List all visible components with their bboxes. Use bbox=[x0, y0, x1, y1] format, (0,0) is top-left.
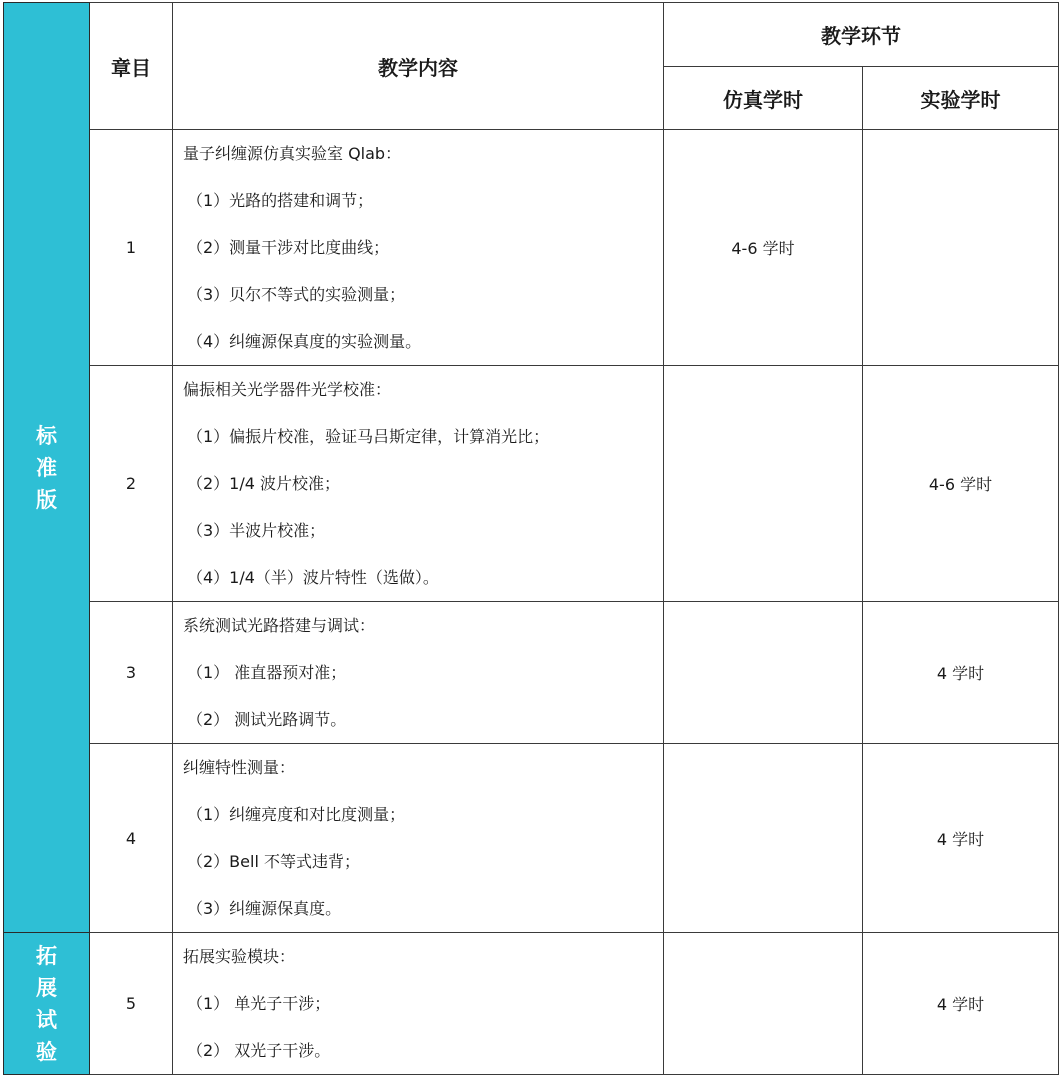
lab-hours-cell: 4 学时 bbox=[863, 602, 1059, 744]
table-row bbox=[4, 130, 1059, 366]
content-title: 量子纠缠源仿真实验室 Qlab： bbox=[183, 144, 402, 163]
content-title: 拓展实验模块： bbox=[183, 947, 296, 966]
sim-hours-cell bbox=[664, 602, 863, 744]
category-standard-char: 版 bbox=[36, 487, 57, 512]
content-cell bbox=[173, 366, 664, 602]
header-lab-hours: 实验学时 bbox=[863, 67, 1059, 130]
content-item: （2）测量干涉对比度曲线； bbox=[187, 238, 390, 257]
header-sim-hours: 仿真学时 bbox=[664, 67, 863, 130]
content-title: 偏振相关光学器件光学校准： bbox=[183, 380, 392, 399]
content-item: （4）纠缠源保真度的实验测量。 bbox=[187, 332, 422, 351]
header-content: 教学内容 bbox=[173, 3, 664, 130]
table-row bbox=[4, 744, 1059, 933]
chapter-number: 4 bbox=[90, 744, 173, 933]
content-item: （2） 测试光路调节。 bbox=[187, 710, 347, 729]
lab-hours-cell: 4 学时 bbox=[863, 744, 1059, 933]
category-standard-char: 准 bbox=[36, 455, 57, 480]
header-chapter: 章目 bbox=[90, 3, 173, 130]
category-extended-char: 拓 bbox=[36, 943, 57, 968]
sim-hours-cell bbox=[664, 366, 863, 602]
sim-hours-cell: 4-6 学时 bbox=[664, 130, 863, 366]
content-item: （1）纠缠亮度和对比度测量； bbox=[187, 805, 406, 824]
content-item: （2）Bell 不等式违背； bbox=[187, 852, 360, 871]
sim-hours-cell bbox=[664, 933, 863, 1075]
content-cell bbox=[173, 933, 664, 1075]
chapter-number: 5 bbox=[90, 933, 173, 1075]
category-standard bbox=[4, 3, 90, 933]
content-item: （3）纠缠源保真度。 bbox=[187, 899, 342, 918]
sim-hours-cell bbox=[664, 744, 863, 933]
content-cell bbox=[173, 130, 664, 366]
content-item: （2） 双光子干涉。 bbox=[187, 1041, 331, 1060]
category-extended bbox=[4, 933, 90, 1075]
teaching-plan-table bbox=[3, 2, 1059, 1075]
chapter-number: 1 bbox=[90, 130, 173, 366]
lab-hours-cell: 4-6 学时 bbox=[863, 366, 1059, 602]
content-title: 系统测试光路搭建与调试： bbox=[183, 616, 376, 635]
content-item: （1） 单光子干涉； bbox=[187, 994, 331, 1013]
chapter-number: 3 bbox=[90, 602, 173, 744]
content-item: （2）1/4 波片校准； bbox=[187, 474, 341, 493]
content-title: 纠缠特性测量： bbox=[183, 758, 296, 777]
table-row bbox=[4, 602, 1059, 744]
category-extended-char: 展 bbox=[36, 975, 57, 1000]
category-extended-char: 试 bbox=[36, 1007, 57, 1032]
category-standard-char: 标 bbox=[36, 423, 57, 448]
header-stages: 教学环节 bbox=[664, 3, 1059, 67]
content-item: （1） 准直器预对准； bbox=[187, 663, 347, 682]
content-item: （1）光路的搭建和调节； bbox=[187, 191, 374, 210]
content-item: （4）1/4（半）波片特性（选做）。 bbox=[187, 568, 439, 587]
lab-hours-cell bbox=[863, 130, 1059, 366]
content-item: （3）半波片校准； bbox=[187, 521, 326, 540]
table-row bbox=[4, 366, 1059, 602]
chapter-number: 2 bbox=[90, 366, 173, 602]
content-cell bbox=[173, 602, 664, 744]
table-row bbox=[4, 933, 1059, 1075]
content-item: （1）偏振片校准，验证马吕斯定律，计算消光比； bbox=[187, 427, 550, 446]
content-cell bbox=[173, 744, 664, 933]
content-item: （3）贝尔不等式的实验测量； bbox=[187, 285, 406, 304]
category-extended-char: 验 bbox=[36, 1039, 57, 1064]
lab-hours-cell: 4 学时 bbox=[863, 933, 1059, 1075]
